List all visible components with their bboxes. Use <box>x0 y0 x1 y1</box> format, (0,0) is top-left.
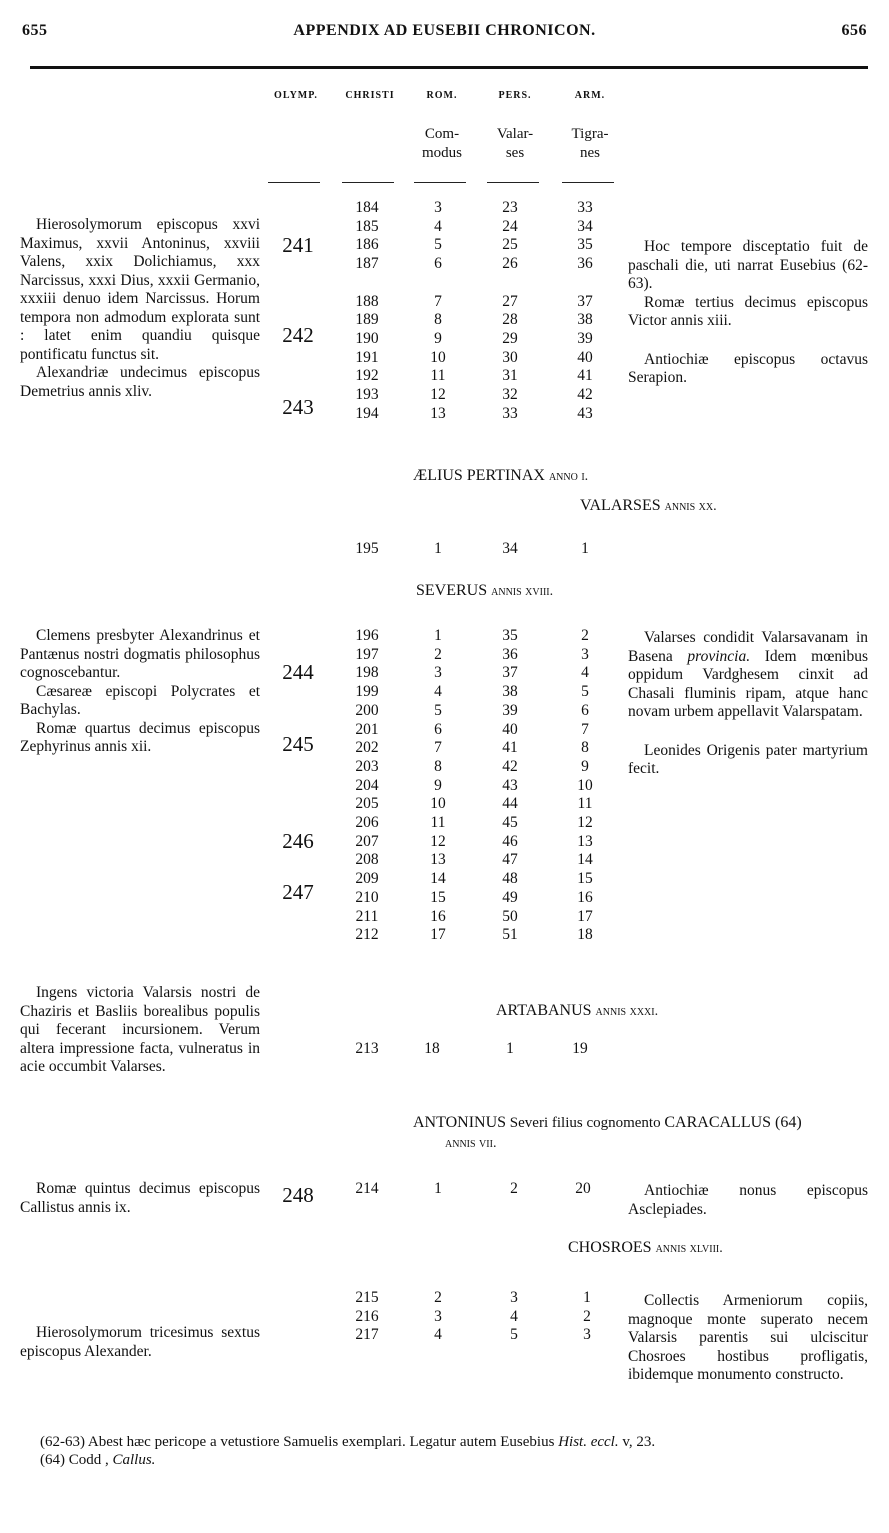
christi-column <box>343 1289 391 1345</box>
right-note-block5 <box>628 1292 868 1385</box>
year-cell: 3 <box>581 645 589 663</box>
year-cell: 19 <box>572 1040 588 1057</box>
year-cell: 186 <box>355 236 379 254</box>
year-cell: 8 <box>434 757 442 775</box>
year-cell: 10 <box>577 776 593 794</box>
col-header-pers: PERS. <box>498 90 532 101</box>
right-note-block4 <box>628 1182 868 1219</box>
year-cell: 3 <box>434 199 442 216</box>
year-cell: 10 <box>430 348 446 366</box>
year-cell: 192 <box>355 367 379 385</box>
col-header-olymp: OLYMP. <box>274 90 318 101</box>
year-cell: 27 <box>502 292 518 310</box>
note-paragraph: Clemens presbyter Alexandrinus et Pantænus nostri dogmatis philosophus cognoscebantur. <box>20 627 260 681</box>
ruler-heading-severus <box>416 582 553 600</box>
col-rule <box>487 182 539 183</box>
col-sub-rom: Com- modus <box>421 126 462 161</box>
year-cell: 199 <box>355 683 379 701</box>
note-paragraph: Hoc tempore disceptatio fuit de paschali die, uti narrat Eusebius (62-63). <box>628 238 868 292</box>
year-cell: 40 <box>577 348 593 366</box>
footnote-text-italic: Hist. eccl. <box>558 1434 619 1450</box>
ruler-years: anno i. <box>548 469 589 484</box>
year-cell: 5 <box>434 236 442 254</box>
year-cell: 198 <box>355 664 379 682</box>
year-cell: 43 <box>577 404 593 422</box>
right-note-block2 <box>628 629 868 779</box>
year-cell: 209 <box>355 870 379 888</box>
ruler-desc: Severi filius cognomento <box>506 1115 665 1131</box>
christi-column <box>343 199 391 423</box>
year-cell: 9 <box>581 757 589 775</box>
ruler-years: annis xxxi. <box>595 1004 659 1019</box>
year-cell: 35 <box>502 627 518 644</box>
year-cell: 46 <box>502 832 518 850</box>
ruler-years: annis vii. <box>445 1136 497 1151</box>
rom-column <box>414 1289 462 1345</box>
year-cell: 214 <box>355 1180 379 1197</box>
year-cell: 25 <box>502 236 518 254</box>
year-cell: 33 <box>502 404 518 422</box>
col-rule <box>342 182 394 183</box>
col-rule <box>562 182 614 183</box>
year-cell: 32 <box>502 386 518 404</box>
year-cell: 190 <box>355 329 379 347</box>
year-cell: 8 <box>581 739 589 757</box>
olympiad-number: 248 <box>282 1183 314 1207</box>
pers-column <box>486 627 534 945</box>
year-cell: 6 <box>434 255 442 273</box>
year-cell: 7 <box>581 720 589 738</box>
year-cell: 7 <box>434 292 442 310</box>
year-cell: 203 <box>355 757 379 775</box>
year-cell: 211 <box>355 907 379 925</box>
year-cell: 10 <box>430 795 446 813</box>
olympiad-number: 246 <box>282 829 314 853</box>
year-cell: 4 <box>510 1307 518 1325</box>
year-cell: 18 <box>424 1040 440 1057</box>
olympiad-number: 244 <box>282 660 314 684</box>
ruler-heading-chosroes <box>568 1239 723 1257</box>
year-cell: 14 <box>577 851 593 869</box>
ruler-name: SEVERUS <box>416 582 488 599</box>
spacer-cell <box>486 274 534 293</box>
footnote-text: v, 23. <box>618 1434 656 1450</box>
note-paragraph: Antiochiæ nonus episcopus Asclepiades. <box>628 1182 868 1218</box>
olympiad-number: 242 <box>282 323 314 347</box>
note-paragraph: Romæ tertius decimus episcopus Victor annis xiii. <box>628 293 868 329</box>
year-cell: 193 <box>355 386 379 404</box>
year-cell: 38 <box>577 311 593 329</box>
year-cell: 30 <box>502 348 518 366</box>
year-cell: 13 <box>430 404 446 422</box>
year-cell: 12 <box>430 832 446 850</box>
note-paragraph <box>628 629 868 722</box>
note-text: Idem mœnibus oppidum Vardghesem cinxit ad Chasali fluminis ripam, atque hanc novam urbem appellavit Valarspatam. <box>628 647 868 720</box>
ruler-heading-artabanus <box>496 1002 658 1020</box>
year-cell: 3 <box>434 1307 442 1325</box>
year-cell: 45 <box>502 814 518 832</box>
year-cell: 12 <box>577 814 593 832</box>
left-note-block2 <box>20 627 260 757</box>
arm-column <box>561 199 609 423</box>
year-cell: 50 <box>502 907 518 925</box>
year-cell: 210 <box>355 888 379 906</box>
pers-column <box>486 199 534 423</box>
year-cell: 184 <box>355 199 379 216</box>
year-cell: 1 <box>581 540 589 557</box>
year-cell: 35 <box>577 236 593 254</box>
year-cell: 201 <box>355 720 379 738</box>
spacer-cell <box>414 274 462 293</box>
spacer-cell <box>561 274 609 293</box>
year-cell: 9 <box>434 329 442 347</box>
note-paragraph: Alexandriæ undecimus episcopus Demetrius annis xliv. <box>20 364 260 400</box>
year-cell: 42 <box>502 757 518 775</box>
year-cell: 11 <box>430 367 446 385</box>
year-cell: 15 <box>430 888 446 906</box>
rom-column <box>414 627 462 945</box>
note-paragraph: Hierosolymorum episcopus xxvi Maximus, xxvii Antoninus, xxviii Valens, xxix Dolichiamus, xxx Narcissus, xxxi Dius, xxxii Germanio, xxxiii denuo idem Narcissus. Horum tempora non admodum explorata sunt : latet enim quandiu quisque pontificatu functus sit. <box>20 216 260 363</box>
footnote-ref: (64) <box>771 1114 802 1131</box>
ruler-name: CARACALLUS <box>664 1114 772 1131</box>
year-cell: 18 <box>577 926 593 944</box>
note-paragraph: Hierosolymorum tricesimus sextus episcopus Alexander. <box>20 1324 260 1360</box>
page-number-right: 656 <box>841 22 867 39</box>
year-cell: 34 <box>502 540 518 557</box>
left-note-block5 <box>20 1324 260 1361</box>
year-cell: 17 <box>430 926 446 944</box>
year-cell: 51 <box>502 926 518 944</box>
year-cell: 196 <box>355 627 379 644</box>
year-cell: 5 <box>581 683 589 701</box>
footnote-text: (62-63) Abest hæc pericope a vetustiore Samuelis exemplari. Legatur autem Eusebius <box>40 1434 559 1450</box>
year-cell: 206 <box>355 814 379 832</box>
year-cell: 36 <box>502 645 518 663</box>
footnote-62-63 <box>40 1433 870 1451</box>
note-text-italic: provincia. <box>687 647 751 665</box>
year-cell: 26 <box>502 255 518 273</box>
year-cell: 29 <box>502 329 518 347</box>
year-cell: 8 <box>434 311 442 329</box>
olympiad-number: 241 <box>282 233 314 257</box>
year-cell: 202 <box>355 739 379 757</box>
year-cell: 13 <box>430 851 446 869</box>
year-cell: 2 <box>583 1307 591 1325</box>
year-cell: 14 <box>430 870 446 888</box>
col-sub-pers: Valar- ses <box>496 126 534 161</box>
year-cell: 37 <box>577 292 593 310</box>
year-cell: 208 <box>355 851 379 869</box>
left-note-block4 <box>20 1180 260 1217</box>
year-cell: 13 <box>577 832 593 850</box>
year-cell: 37 <box>502 664 518 682</box>
year-cell: 31 <box>502 367 518 385</box>
year-cell: 34 <box>577 217 593 235</box>
ruler-heading-pertinax <box>413 467 588 485</box>
year-cell: 2 <box>434 645 442 663</box>
ruler-heading-caracallus <box>413 1113 873 1154</box>
arm-column <box>563 1289 611 1345</box>
col-header-rom: ROM. <box>426 90 458 101</box>
col-header-arm: ARM. <box>574 90 606 101</box>
note-paragraph: Antiochiæ episcopus octavus Serapion. <box>628 350 868 386</box>
ruler-name: ARTABANUS <box>496 1002 592 1019</box>
year-cell: 17 <box>577 907 593 925</box>
year-cell: 200 <box>355 701 379 719</box>
year-cell: 1 <box>506 1040 514 1057</box>
year-cell: 15 <box>577 870 593 888</box>
year-cell: 188 <box>355 292 379 310</box>
year-cell: 212 <box>355 926 379 944</box>
year-cell: 42 <box>577 386 593 404</box>
ruler-heading-valarses <box>580 497 717 515</box>
year-cell: 16 <box>430 907 446 925</box>
col-sub-arm: Tigra- nes <box>571 126 609 161</box>
col-header-christi: CHRISTI <box>345 90 395 101</box>
pers-column <box>490 1289 538 1345</box>
year-cell: 41 <box>577 367 593 385</box>
olympiad-number: 243 <box>282 395 314 419</box>
note-paragraph: Romæ quintus decimus episcopus Callistus annis ix. <box>20 1180 260 1216</box>
year-cell: 4 <box>581 664 589 682</box>
year-cell: 5 <box>434 701 442 719</box>
ruler-years: annis xlviii. <box>655 1241 723 1256</box>
year-cell: 38 <box>502 683 518 701</box>
year-cell: 48 <box>502 870 518 888</box>
year-cell: 187 <box>355 255 379 273</box>
running-title: APPENDIX AD EUSEBII CHRONICON. <box>293 22 596 39</box>
year-cell: 215 <box>355 1289 379 1306</box>
year-cell: 12 <box>430 386 446 404</box>
page-number-left: 655 <box>22 22 48 39</box>
year-cell: 24 <box>502 217 518 235</box>
year-cell: 39 <box>577 329 593 347</box>
year-cell: 217 <box>355 1326 379 1344</box>
year-cell: 185 <box>355 217 379 235</box>
year-cell: 189 <box>355 311 379 329</box>
year-cell: 3 <box>510 1289 518 1306</box>
year-cell: 191 <box>355 348 379 366</box>
year-cell: 4 <box>434 683 442 701</box>
footnote-text-italic: Callus. <box>112 1452 156 1468</box>
year-cell: 4 <box>434 1326 442 1344</box>
year-cell: 23 <box>502 199 518 216</box>
year-cell: 3 <box>434 664 442 682</box>
christi-column <box>343 627 391 945</box>
year-cell: 11 <box>430 814 446 832</box>
year-cell: 39 <box>502 701 518 719</box>
year-cell: 1 <box>434 540 442 557</box>
ruler-name: ÆLIUS PERTINAX <box>413 467 545 484</box>
year-cell: 207 <box>355 832 379 850</box>
ruler-years: annis xviii. <box>491 584 554 599</box>
year-cell: 5 <box>510 1326 518 1344</box>
note-paragraph: Leonides Origenis pater martyrium fecit. <box>628 741 868 777</box>
footnote-64 <box>40 1451 870 1469</box>
year-cell: 2 <box>510 1180 518 1197</box>
right-note-block1 <box>628 238 868 388</box>
ruler-name: VALARSES <box>580 497 661 514</box>
year-cell: 41 <box>502 739 518 757</box>
year-cell: 44 <box>502 795 518 813</box>
left-note-block3 <box>20 984 260 1077</box>
rom-column <box>414 199 462 423</box>
year-cell: 47 <box>502 851 518 869</box>
year-cell: 36 <box>577 255 593 273</box>
arm-column <box>561 627 609 945</box>
year-cell: 2 <box>581 627 589 644</box>
left-note-jerusalem-bishops <box>20 216 260 401</box>
year-cell: 6 <box>434 720 442 738</box>
year-cell: 194 <box>355 404 379 422</box>
olympiad-number: 245 <box>282 732 314 756</box>
ruler-name: ANTONINUS <box>413 1114 507 1131</box>
year-cell: 2 <box>434 1289 442 1306</box>
note-paragraph: Cæsareæ episcopi Polycrates et Bachylas. <box>20 682 260 718</box>
year-cell: 4 <box>434 217 442 235</box>
year-cell: 40 <box>502 720 518 738</box>
year-cell: 1 <box>583 1289 591 1306</box>
year-cell: 1 <box>434 1180 442 1197</box>
year-cell: 213 <box>355 1040 379 1057</box>
ruler-years: annis xx. <box>664 499 717 514</box>
col-rule <box>268 182 320 183</box>
year-cell: 28 <box>502 311 518 329</box>
year-cell: 195 <box>355 540 379 557</box>
olympiad-number: 247 <box>282 880 314 904</box>
year-cell: 6 <box>581 701 589 719</box>
year-cell: 7 <box>434 739 442 757</box>
note-text: Valarses condidit Valarsavanam in Basena <box>628 629 868 665</box>
year-cell: 49 <box>502 888 518 906</box>
year-cell: 204 <box>355 776 379 794</box>
year-cell: 11 <box>577 795 593 813</box>
year-cell: 216 <box>355 1307 379 1325</box>
header-rule <box>30 66 868 69</box>
ruler-name: CHOSROES <box>568 1239 652 1256</box>
footnote-text: (64) Codd , <box>40 1452 113 1468</box>
year-cell: 9 <box>434 776 442 794</box>
year-cell: 1 <box>434 627 442 644</box>
year-cell: 3 <box>583 1326 591 1344</box>
year-cell: 43 <box>502 776 518 794</box>
year-cell: 205 <box>355 795 379 813</box>
year-cell: 16 <box>577 888 593 906</box>
note-paragraph: Collectis Armeniorum copiis, magnoque monte superato necem Valarsis parentis sui ulciscitur Chosroes hostibus profligatis, ibidemque monumento constructo. <box>628 1292 868 1383</box>
year-cell: 33 <box>577 199 593 216</box>
note-paragraph: Romæ quartus decimus episcopus Zephyrinus annis xii. <box>20 719 260 755</box>
year-cell: 20 <box>575 1180 591 1197</box>
spacer-cell <box>343 274 391 293</box>
note-paragraph: Ingens victoria Valarsis nostri de Chaziris et Basliis borealibus populis qui fecerant incursionem. Verum altera impressione facta, vulneratus in acie occumbit Valarses. <box>20 984 260 1075</box>
year-cell: 197 <box>355 645 379 663</box>
col-rule <box>414 182 466 183</box>
